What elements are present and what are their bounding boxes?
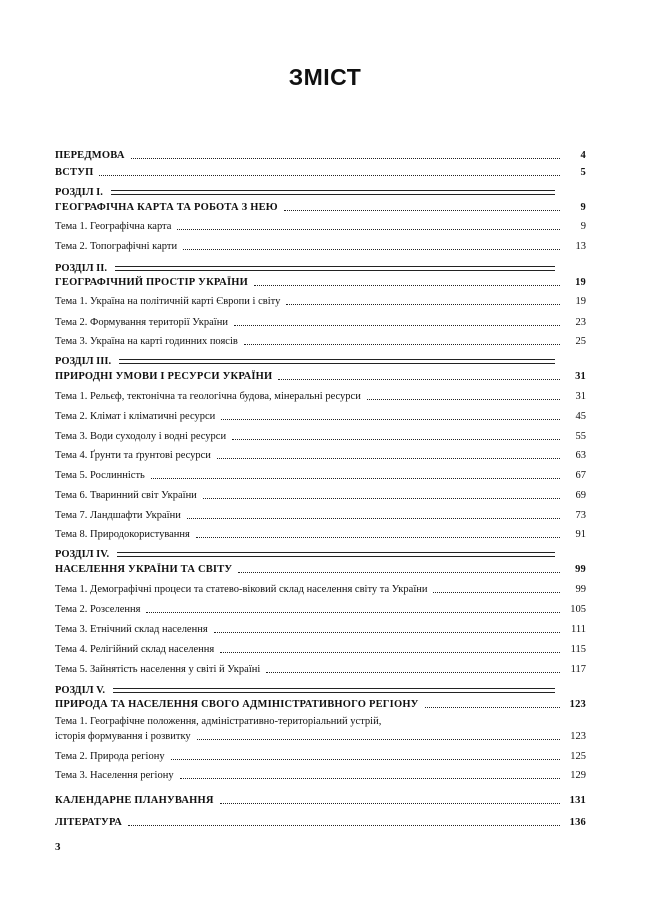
dot-leader xyxy=(203,498,560,499)
entry-page: 13 xyxy=(575,241,586,252)
toc-topic[interactable] xyxy=(55,600,586,616)
dot-leader xyxy=(238,572,560,573)
topic-label: Тема 3. Води суходолу і водні ресурси xyxy=(55,431,227,442)
entry-page: 99 xyxy=(575,584,586,595)
dot-leader xyxy=(187,518,560,519)
section-title: ПРИРОДНІ УМОВИ І РЕСУРСИ УКРАЇНИ xyxy=(55,371,273,382)
dot-leader xyxy=(278,379,560,380)
entry-page: 9 xyxy=(580,202,586,213)
toc-section-3[interactable] xyxy=(55,367,586,383)
topic-label: Тема 4. Релігійний склад населення xyxy=(55,644,215,655)
dot-leader xyxy=(220,652,560,653)
section-title: ГЕОГРАФІЧНИЙ ПРОСТІР УКРАЇНИ xyxy=(55,277,248,288)
entry-page: 9 xyxy=(580,221,586,232)
topic-label: Тема 2. Формування території України xyxy=(55,317,228,328)
toc-entry-intro[interactable] xyxy=(55,163,586,179)
toc-section-1[interactable] xyxy=(55,198,586,214)
section-title: ГЕОГРАФІЧНА КАРТА ТА РОБОТА З НЕЮ xyxy=(55,202,278,213)
toc-topic[interactable] xyxy=(55,766,586,782)
topic-label: Тема 6. Тваринний світ України xyxy=(55,490,197,501)
section-head-4 xyxy=(55,548,555,560)
toc-topic[interactable] xyxy=(55,620,586,636)
topic-label: Тема 1. Демографічні процеси та статево-віковий склад населення світу та України xyxy=(55,584,428,595)
toc-topic[interactable] xyxy=(55,313,586,329)
toc-topic[interactable] xyxy=(55,525,586,541)
entry-page: 31 xyxy=(575,391,586,402)
dot-leader xyxy=(99,175,560,176)
dot-leader xyxy=(286,304,560,305)
section-label: РОЗДІЛ II. xyxy=(55,262,107,274)
entry-page: 99 xyxy=(575,564,586,575)
dot-leader xyxy=(131,158,560,159)
dot-leader xyxy=(284,210,560,211)
dot-leader xyxy=(196,537,560,538)
entry-page: 115 xyxy=(570,644,586,655)
toc-topic[interactable] xyxy=(55,292,586,308)
dot-leader xyxy=(232,439,560,440)
dot-leader xyxy=(197,739,560,740)
dot-leader xyxy=(171,759,560,760)
toc-topic[interactable] xyxy=(55,237,586,253)
dot-leader xyxy=(177,229,560,230)
dot-leader xyxy=(151,478,560,479)
dot-leader xyxy=(425,707,560,708)
entry-label: КАЛЕНДАРНЕ ПЛАНУВАННЯ xyxy=(55,795,214,806)
page-number: 3 xyxy=(55,841,61,853)
entry-page: 123 xyxy=(570,731,586,742)
dot-leader xyxy=(146,612,560,613)
toc-topic[interactable] xyxy=(55,506,586,522)
entry-page: 73 xyxy=(575,510,586,521)
toc-topic[interactable] xyxy=(55,486,586,502)
topic-label: Тема 2. Клімат і кліматичні ресурси xyxy=(55,411,216,422)
entry-page: 129 xyxy=(570,770,586,781)
topic-label: Тема 2. Топографічні карти xyxy=(55,241,178,252)
double-rule xyxy=(117,552,555,557)
dot-leader xyxy=(221,419,560,420)
toc-entry-calendar[interactable] xyxy=(55,791,586,807)
entry-page: 111 xyxy=(571,624,586,635)
dot-leader xyxy=(244,344,560,345)
topic-label: Тема 1. Рельєф, тектонічна та геологічна будова, мінеральні ресурси xyxy=(55,391,361,402)
entry-page: 25 xyxy=(575,336,586,347)
double-rule xyxy=(111,190,555,195)
entry-label: ВСТУП xyxy=(55,167,94,178)
topic-label: Тема 5. Зайнятість населення у світі й Україні xyxy=(55,664,261,675)
dot-leader xyxy=(217,458,560,459)
topic-label: Тема 3. Україна на карті годинних поясів xyxy=(55,336,238,347)
topic-label: Тема 2. Розселення xyxy=(55,604,141,615)
dot-leader xyxy=(180,778,560,779)
toc-topic[interactable] xyxy=(55,466,586,482)
entry-page: 69 xyxy=(575,490,586,501)
entry-page: 23 xyxy=(575,317,586,328)
entry-page: 136 xyxy=(569,817,586,828)
topic-label: Тема 3. Населення регіону xyxy=(55,770,174,781)
toc-topic[interactable] xyxy=(55,660,586,676)
toc-entry-literature[interactable] xyxy=(55,813,586,829)
toc-topic[interactable] xyxy=(55,640,586,656)
topic-label: Тема 1. Географічна карта xyxy=(55,221,172,232)
double-rule xyxy=(119,359,555,364)
entry-page: 117 xyxy=(570,664,586,675)
toc-topic[interactable] xyxy=(55,747,586,763)
section-title: ПРИРОДА ТА НАСЕЛЕННЯ СВОГО АДМІНІСТРАТИВНОГО РЕГІОНУ xyxy=(55,699,419,710)
topic-label: Тема 2. Природа регіону xyxy=(55,751,165,762)
topic-label: Тема 3. Етнічний склад населення xyxy=(55,624,208,635)
toc-topic[interactable] xyxy=(55,332,586,348)
page-title: ЗМІСТ xyxy=(288,64,362,90)
toc-entry-preface[interactable] xyxy=(55,146,586,162)
entry-page: 19 xyxy=(575,296,586,307)
entry-page: 105 xyxy=(570,604,586,615)
dot-leader xyxy=(220,803,560,804)
entry-page: 45 xyxy=(575,411,586,422)
toc-topic[interactable] xyxy=(55,387,586,403)
toc-topic[interactable] xyxy=(55,407,586,423)
section-head-3 xyxy=(55,355,555,367)
section-label: РОЗДІЛ V. xyxy=(55,684,106,696)
entry-page: 131 xyxy=(569,795,586,806)
dot-leader xyxy=(367,399,560,400)
double-rule xyxy=(113,688,555,693)
entry-label: ПЕРЕДМОВА xyxy=(55,150,125,161)
section-label: РОЗДІЛ I. xyxy=(55,186,103,198)
section-label: РОЗДІЛ IV. xyxy=(55,548,110,560)
toc-section-2[interactable] xyxy=(55,273,586,289)
toc-topic[interactable] xyxy=(55,217,586,233)
dot-leader xyxy=(254,285,560,286)
dot-leader xyxy=(128,825,560,826)
entry-page: 123 xyxy=(569,699,586,710)
topic-label-line1: Тема 1. Географічне положення, адміністративно-територіальний устрій, xyxy=(55,716,382,727)
entry-page: 55 xyxy=(575,431,586,442)
entry-page: 125 xyxy=(570,751,586,762)
topic-label: Тема 4. Ґрунти та ґрунтові ресурси xyxy=(55,450,211,461)
topic-label: Тема 8. Природокористування xyxy=(55,529,190,540)
section-label: РОЗДІЛ III. xyxy=(55,355,112,367)
toc-topic[interactable] xyxy=(55,727,586,743)
toc-topic[interactable] xyxy=(55,446,586,462)
double-rule xyxy=(115,266,555,271)
entry-page: 5 xyxy=(580,167,586,178)
dot-leader xyxy=(183,249,560,250)
section-head-1 xyxy=(55,186,555,198)
topic-label: Тема 5. Рослинність xyxy=(55,470,145,481)
dot-leader xyxy=(234,325,560,326)
topic-label-line2: історія формування і розвитку xyxy=(55,731,191,742)
entry-page: 31 xyxy=(575,371,586,382)
section-title: НАСЕЛЕННЯ УКРАЇНИ ТА СВІТУ xyxy=(55,564,233,575)
dot-leader xyxy=(266,672,560,673)
toc-topic[interactable] xyxy=(55,580,586,596)
entry-page: 19 xyxy=(575,277,586,288)
toc-section-4[interactable] xyxy=(55,560,586,576)
entry-page: 4 xyxy=(580,150,586,161)
dot-leader xyxy=(214,632,560,633)
entry-page: 63 xyxy=(575,450,586,461)
entry-page: 91 xyxy=(575,529,586,540)
dot-leader xyxy=(433,592,560,593)
topic-label: Тема 1. Україна на політичній карті Європи і світу xyxy=(55,296,281,307)
toc-section-5[interactable] xyxy=(55,695,586,711)
toc-topic[interactable] xyxy=(55,427,586,443)
entry-label: ЛІТЕРАТУРА xyxy=(55,817,123,828)
topic-label: Тема 7. Ландшафти України xyxy=(55,510,181,521)
entry-page: 67 xyxy=(575,470,586,481)
